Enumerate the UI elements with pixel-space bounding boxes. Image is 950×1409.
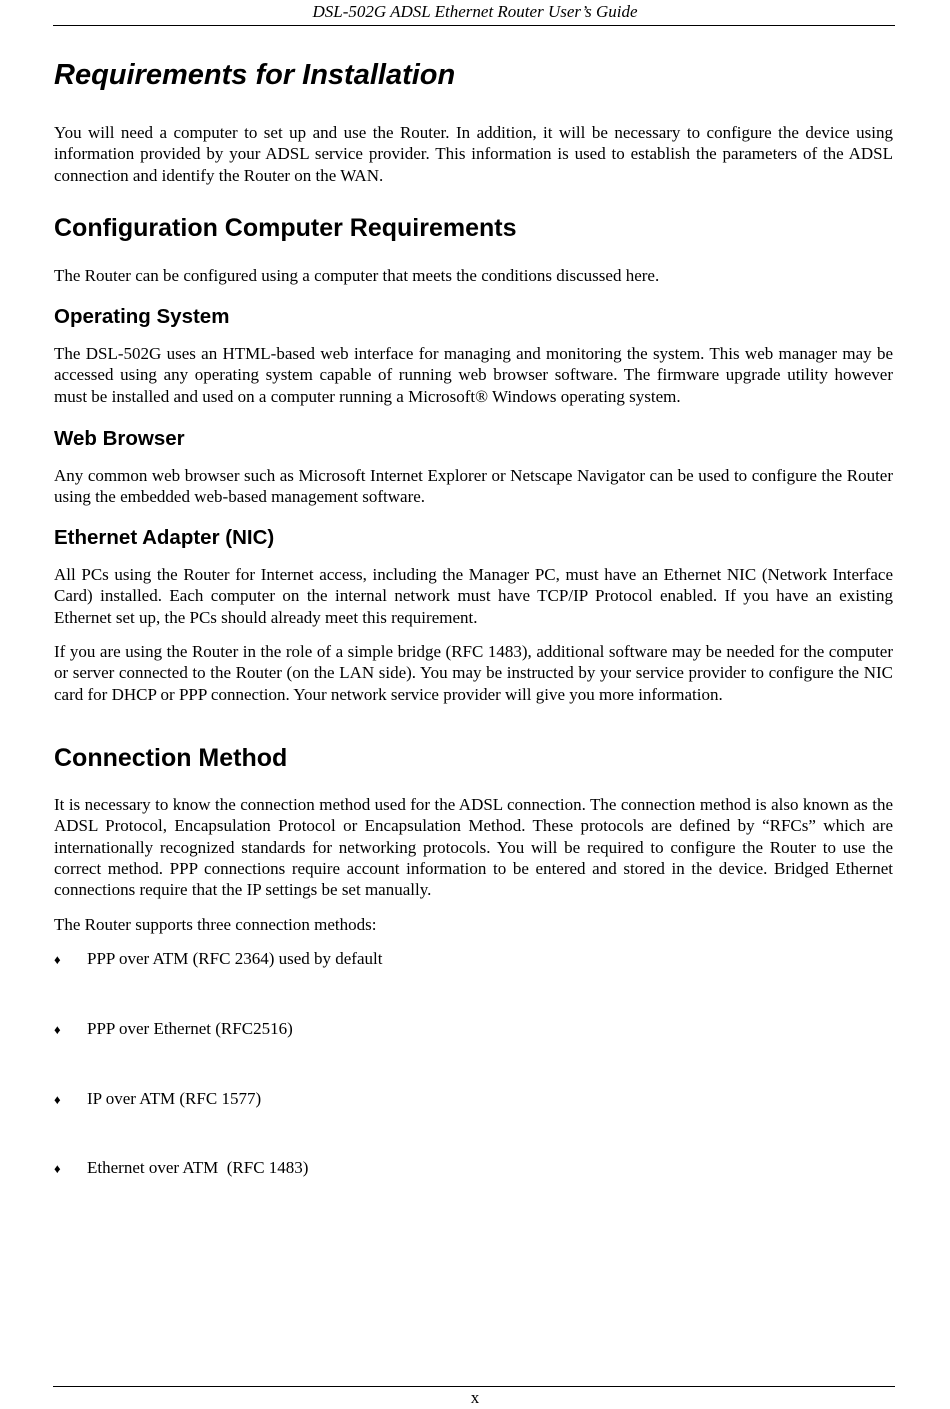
list-item [54, 1158, 308, 1178]
config-paragraph: The Router can be configured using a computer that meets the conditions discussed here. [54, 266, 660, 285]
diamond-bullet-icon: ♦ [54, 1092, 61, 1107]
nic-paragraph-1: All PCs using the Router for Internet access, including the Manager PC, must have an Ethernet NIC (Network Interface Card) installed. Each computer on the internal network must have TCP/IP Protocol enabled. If you have an existing Ethernet set up, the PCs should already meet this requirement. [54, 565, 893, 627]
list-item [54, 949, 382, 969]
list-item [54, 1089, 261, 1109]
list-item-text: Ethernet over ATM (RFC 1483) [87, 1158, 309, 1177]
list-item-text: IP over ATM (RFC 1577) [87, 1089, 262, 1108]
connection-paragraph: It is necessary to know the connection method used for the ADSL connection. The connection method is also known as the ADSL Protocol, Encapsulation Protocol or Encapsulation Method. These protocols are defined by “RFCs” which are internationally recognized standards for networking protocols. You will be required to configure the Router to use the correct method. PPP connections require account information to be entered and stored in the device. Bridged Ethernet connections require that the IP settings be set manually. [54, 795, 893, 900]
list-item [54, 1019, 293, 1039]
subheading-os: Operating System [54, 305, 230, 328]
list-item-text: PPP over Ethernet (RFC2516) [87, 1019, 293, 1038]
os-paragraph: The DSL-502G uses an HTML-based web interface for managing and monitoring the system. This web manager may be accessed using any operating system capable of running web browser software. The firmware upgrade utility however must be installed and used on a computer running a Microsoft® Windows operating system. [54, 344, 893, 406]
diamond-bullet-icon: ♦ [54, 952, 61, 967]
section-heading-connection: Connection Method [54, 744, 288, 772]
list-item-text: PPP over ATM (RFC 2364) used by default [87, 949, 383, 968]
subheading-nic: Ethernet Adapter (NIC) [54, 526, 275, 549]
browser-paragraph: Any common web browser such as Microsoft Internet Explorer or Netscape Navigator can be used to configure the Router using the embedded web-based management software. [54, 466, 893, 507]
page-number: x [470, 1388, 480, 1407]
running-header: DSL-502G ADSL Ethernet Router User’s Guide [312, 2, 638, 21]
header-rule [53, 25, 895, 26]
diamond-bullet-icon: ♦ [54, 1161, 61, 1176]
intro-paragraph: You will need a computer to set up and use the Router. In addition, it will be necessary to configure the device using information provided by your ADSL service provider. This information is used to establish the parameters of the ADSL connection and identify the Router on the WAN. [54, 123, 893, 185]
footer-rule [53, 1386, 895, 1387]
section-heading-config: Configuration Computer Requirements [54, 214, 517, 242]
supports-paragraph: The Router supports three connection methods: [54, 915, 377, 934]
nic-paragraph-2: If you are using the Router in the role of a simple bridge (RFC 1483), additional software may be needed for the computer or server connected to the Router (on the LAN side). You may be instructed by your service provider to configure the NIC card for DHCP or PPP connection. Your network service provider will give you more information. [54, 642, 893, 704]
page-title: Requirements for Installation [54, 59, 456, 91]
subheading-browser: Web Browser [54, 427, 185, 450]
diamond-bullet-icon: ♦ [54, 1022, 61, 1037]
